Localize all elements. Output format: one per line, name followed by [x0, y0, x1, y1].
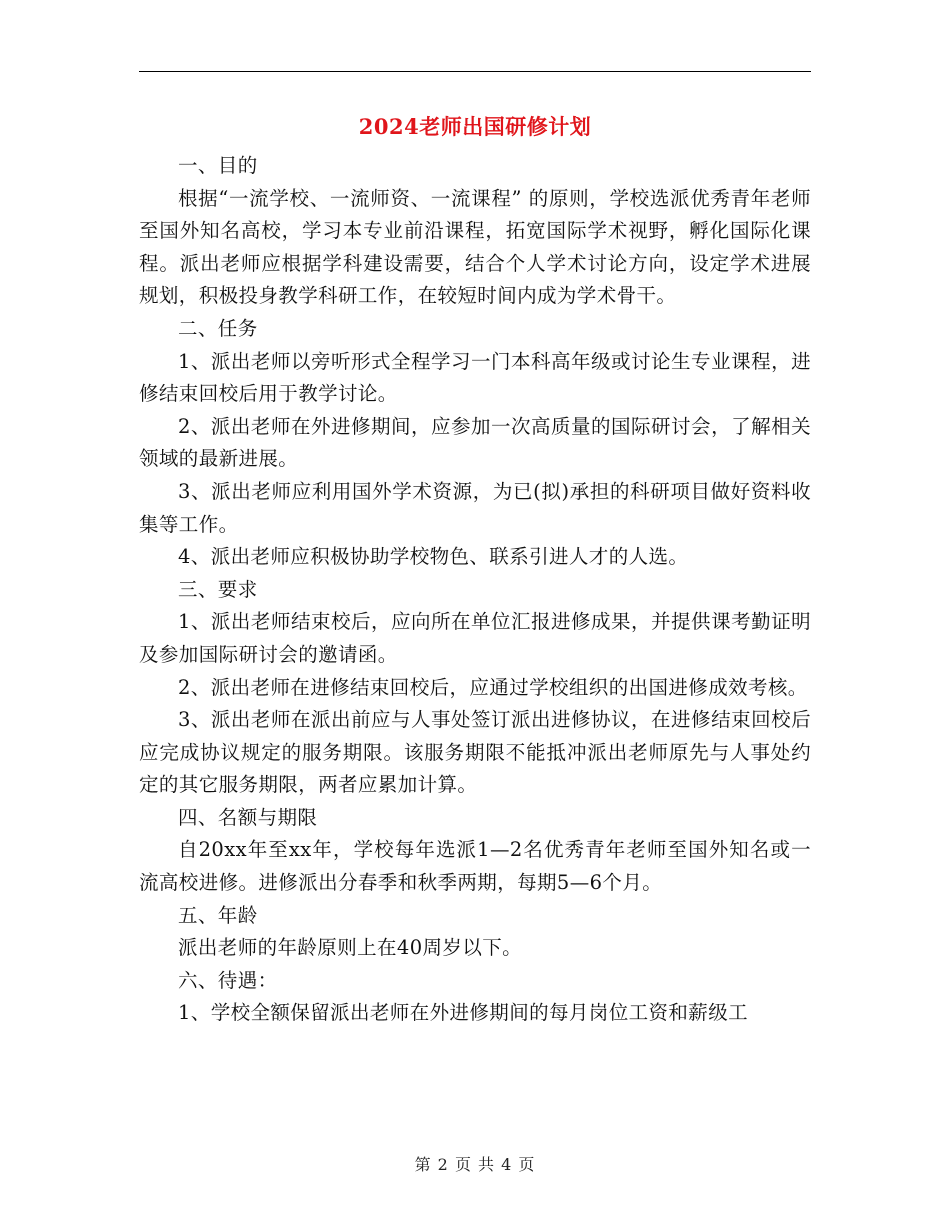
paragraph-task-2: 2、派出老师在外进修期间，应参加一次高质量的国际研讨会，了解相关领域的最新进展。 [139, 414, 811, 471]
section-heading-age: 五、年龄 [178, 903, 258, 927]
paragraph-purpose: 根据“一流学校、一流师资、一流课程” 的原则，学校选派优秀青年老师至国外知名高校，学习本专业前沿课程，拓宽国际学术视野，孵化国际化课程。派出老师应根据学科建设需要，结合个人学术讨论方向，设定学术进展规划，积极投身教学科研工作，在较短时间内成为学术骨干。 [139, 186, 811, 308]
paragraph-requirement-2: 2、派出老师在进修结束回校后，应通过学校组织的出国进修成效考核。 [178, 675, 808, 699]
paragraph-benefit-1: 1、学校全额保留派出老师在外进修期间的每月岗位工资和薪级工 [178, 1001, 749, 1025]
paragraph-age: 派出老师的年龄原则上在40周岁以下。 [178, 936, 523, 960]
section-heading-quota: 四、名额与期限 [178, 805, 318, 829]
header-rule [139, 71, 811, 72]
page-footer [0, 1152, 950, 1175]
section-heading-benefits: 六、待遇： [178, 968, 278, 992]
section-heading-tasks: 二、任务 [178, 316, 258, 340]
section-heading-requirements: 三、要求 [178, 577, 258, 601]
paragraph-quota: 自20xx年至xx年，学校每年选派1—2名优秀青年老师至国外知名或一流高校进修。进修派出分春季和秋季两期，每期5—6个月。 [139, 838, 811, 895]
paragraph-requirement-3: 3、派出老师在派出前应与人事处签订派出进修协议，在进修结束回校后应完成协议规定的服务期限。该服务期限不能抵冲派出老师原先与人事处约定的其它服务期限，两者应累加计算。 [139, 708, 811, 797]
page-number-label: 第 2 页 共 4 页 [414, 1155, 536, 1174]
document-title: 2024老师出国研修计划 [358, 114, 592, 139]
paragraph-requirement-1: 1、派出老师结束校后，应向所在单位汇报进修成果，并提供课考勤证明及参加国际研讨会的邀请函。 [139, 610, 811, 666]
paragraph-task-3: 3、派出老师应利用国外学术资源，为已(拟)承担的科研项目做好资料收集等工作。 [139, 479, 811, 536]
paragraph-task-1: 1、派出老师以旁听形式全程学习一门本科高年级或讨论生专业课程，进修结束回校后用于教学讨论。 [139, 349, 811, 406]
section-heading-purpose: 一、目的 [178, 154, 258, 177]
document-body [139, 150, 811, 1030]
paragraph-task-4: 4、派出老师应积极协助学校物色、联系引进人才的人选。 [178, 545, 689, 569]
